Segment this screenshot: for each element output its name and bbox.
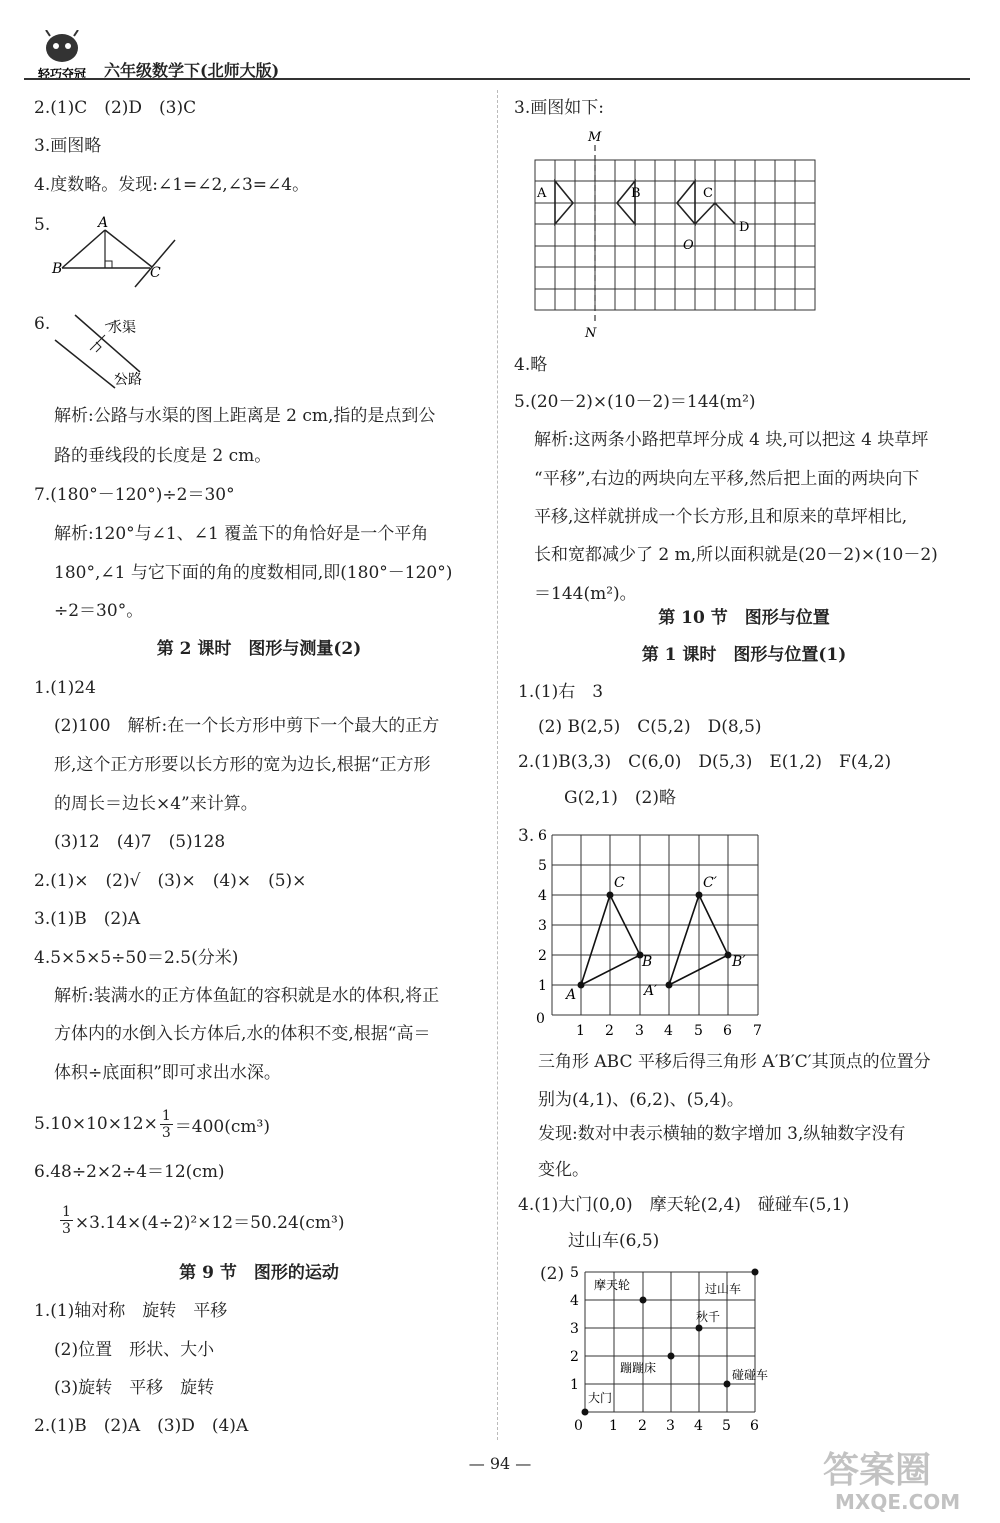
- p3a: 三角形 ABC 平移后得三角形 A′B′C′其顶点的位置分: [538, 1052, 931, 1072]
- r5d: 长和宽都减少了 2 m,所以面积就是(20－2)×(10－2): [534, 545, 938, 565]
- point-a: A: [98, 215, 109, 231]
- vertex-b: B: [642, 954, 653, 970]
- figure-5: [50, 215, 190, 290]
- figure-6: [50, 310, 200, 390]
- point-b: B: [52, 261, 63, 277]
- figure-triangle-grid: [520, 825, 780, 1040]
- vertex-c-prime: C′: [703, 875, 717, 891]
- r4: 4.略: [514, 355, 548, 375]
- m5-den: 3: [161, 1124, 171, 1141]
- label-bumper-car: 碰碰车: [732, 1368, 769, 1382]
- m1a: (2)100 解析:在一个长方形中剪下一个最大的正方: [54, 716, 440, 736]
- px-tick-1: 1: [609, 1418, 618, 1434]
- m1d: (3)12 (4)7 (5)128: [54, 832, 226, 852]
- analysis-6a: 解析:公路与水渠的图上距离是 2 cm,指的是点到公: [54, 406, 436, 426]
- vertex-b-prime: B′: [732, 954, 746, 970]
- watermark-url: MXQE.COM: [835, 1490, 961, 1514]
- answer-6-label: 6.: [34, 314, 51, 334]
- m1b: 形,这个正方形要以长方形的宽为边长,根据“正方形: [54, 755, 431, 775]
- m1: 1.(1)24: [34, 678, 96, 698]
- p4: 4.(1)大门(0,0) 摩天轮(2,4) 碰碰车(5,1): [518, 1195, 850, 1215]
- x-tick-3: 3: [635, 1023, 644, 1039]
- m6b-den: 3: [62, 1220, 71, 1237]
- label-ferris-wheel: 摩天轮: [594, 1278, 631, 1292]
- m6b-result: ×3.14×(4÷2)²×12＝50.24(cm³): [74, 1212, 345, 1233]
- m5-result: ＝400(cm³): [174, 1116, 270, 1137]
- section-10-lesson1: 第 1 课时 图形与位置(1): [641, 645, 847, 665]
- analysis-7b: 180°,∠1 与它下面的角的度数相同,即(180°－120°): [54, 563, 453, 583]
- section-lesson2: 第 2 课时 图形与测量(2): [156, 639, 362, 659]
- label-d: D: [739, 220, 750, 235]
- m6b-num: 1: [62, 1203, 71, 1220]
- vertex-a-prime: A′: [644, 983, 658, 999]
- analysis-7c: ÷2＝30°。: [54, 601, 144, 621]
- p3b: 别为(4,1)、(6,2)、(5,4)。: [538, 1090, 744, 1110]
- vertex-c: C: [614, 875, 625, 891]
- m5: [34, 1102, 270, 1146]
- answer-2: 2.(1)C (2)D (3)C: [34, 98, 197, 118]
- point-c: C: [150, 265, 161, 281]
- p3c: 发现:数对中表示横轴的数字增加 3,纵轴数字没有: [538, 1124, 906, 1144]
- p3d: 变化。: [538, 1160, 589, 1180]
- x-tick-2: 2: [605, 1023, 614, 1039]
- p2b: G(2,1) (2)略: [564, 788, 676, 808]
- px-tick-2: 2: [638, 1418, 647, 1434]
- px-tick-6: 6: [750, 1418, 759, 1434]
- m1c: 的周长＝边长×4”来计算。: [54, 794, 258, 814]
- logo-text: 轻巧夺冠: [37, 67, 87, 81]
- y-tick-0: 0: [536, 1011, 545, 1027]
- vertex-a: A: [566, 987, 577, 1003]
- y-tick-1: 1: [538, 978, 547, 994]
- m5-fraction: [160, 1108, 173, 1141]
- py-tick-5: 5: [570, 1265, 579, 1281]
- px-tick-0: 0: [574, 1418, 583, 1434]
- answer-3: 3.画图略: [34, 136, 102, 156]
- logo: [22, 30, 102, 82]
- answer-5-label: 5.: [34, 215, 51, 235]
- m4b: 方体内的水倒入长方体后,水的体积不变,根据“高＝: [54, 1024, 431, 1044]
- r5a: 解析:这两条小路把草坪分成 4 块,可以把这 4 块草坪: [534, 430, 929, 450]
- n1: 1.(1)轴对称 旋转 平移: [34, 1301, 228, 1321]
- x-tick-7: 7: [753, 1023, 762, 1039]
- p2: 2.(1)B(3,3) C(6,0) D(5,3) E(1,2) F(4,2): [518, 752, 892, 772]
- label-b: B: [631, 186, 641, 201]
- m4c: 体积÷底面积”即可求出水深。: [54, 1063, 281, 1083]
- label-swing: 秋千: [696, 1310, 721, 1324]
- r3: 3.画图如下:: [514, 98, 604, 118]
- n2: 2.(1)B (2)A (3)D (4)A: [34, 1416, 249, 1436]
- m6b-fraction: [60, 1204, 73, 1237]
- label-n: N: [585, 326, 597, 341]
- canal-label: 水渠: [108, 320, 136, 336]
- m6: 6.48÷2×2÷4＝12(cm): [34, 1162, 225, 1182]
- x-tick-1: 1: [576, 1023, 585, 1039]
- m2: 2.(1)× (2)√ (3)× (4)× (5)×: [34, 871, 307, 891]
- analysis-7a: 解析:120°与∠1、∠1 覆盖下的角恰好是一个平角: [54, 524, 429, 544]
- section-9: 第 9 节 图形的运动: [179, 1263, 339, 1283]
- book-title: 六年级数学下(北师大版): [104, 61, 280, 80]
- px-tick-3: 3: [666, 1418, 675, 1434]
- py-tick-3: 3: [570, 1321, 579, 1337]
- answer-4: 4.度数略。发现:∠1=∠2,∠3=∠4。: [34, 175, 310, 195]
- n1c: (3)旋转 平移 旋转: [54, 1378, 215, 1398]
- py-tick-1: 1: [570, 1377, 579, 1393]
- r5c: 平移,这样就拼成一个长方形,且和原来的草坪相比,: [534, 507, 908, 527]
- road-label: 公路: [114, 372, 142, 388]
- py-tick-2: 2: [570, 1349, 579, 1365]
- y-tick-6: 6: [538, 828, 547, 844]
- watermark: [815, 1440, 995, 1520]
- r5b: “平移”,右边的两块向左平移,然后把上面的两块向下: [534, 469, 920, 489]
- y-tick-4: 4: [538, 888, 547, 904]
- x-tick-4: 4: [664, 1023, 673, 1039]
- y-tick-3: 3: [538, 918, 547, 934]
- px-tick-4: 4: [694, 1418, 703, 1434]
- x-tick-5: 5: [694, 1023, 703, 1039]
- m4: 4.5×5×5÷50＝2.5(分米): [34, 948, 239, 968]
- m4a: 解析:装满水的正方体鱼缸的容积就是水的体积,将正: [54, 986, 440, 1006]
- r5e: ＝144(m²)。: [534, 584, 637, 604]
- y-tick-5: 5: [538, 858, 547, 874]
- label-a: A: [537, 186, 547, 201]
- watermark-title: 答案圈: [823, 1450, 932, 1491]
- column-divider: [497, 90, 498, 1440]
- header-rule: [24, 78, 970, 80]
- page-number: — 94 —: [468, 1454, 532, 1473]
- figure-park-grid: [560, 1262, 800, 1437]
- m5-expr: 5.10×10×12×: [34, 1114, 158, 1134]
- answer-7: 7.(180°－120°)÷2＝30°: [34, 485, 235, 505]
- label-c: C: [703, 186, 713, 201]
- n1b: (2)位置 形状、大小: [54, 1340, 215, 1360]
- p4c-label: (2): [540, 1264, 565, 1284]
- px-tick-5: 5: [722, 1418, 731, 1434]
- label-o: O: [683, 238, 694, 253]
- label-trampoline: 蹦蹦床: [620, 1361, 657, 1375]
- r5: 5.(20－2)×(10－2)＝144(m²): [514, 392, 756, 412]
- m3: 3.(1)B (2)A: [34, 909, 141, 929]
- label-gate: 大门: [588, 1391, 613, 1405]
- p1: 1.(1)右 3: [518, 682, 604, 702]
- section-10: 第 10 节 图形与位置: [658, 608, 830, 628]
- p1b: (2) B(2,5) C(5,2) D(8,5): [538, 717, 762, 737]
- label-roller-coaster: 过山车: [705, 1282, 742, 1296]
- py-tick-4: 4: [570, 1293, 579, 1309]
- label-m: M: [588, 130, 602, 145]
- m5-num: 1: [161, 1107, 171, 1124]
- p3-label: 3.: [518, 826, 535, 846]
- analysis-6b: 路的垂线段的长度是 2 cm。: [54, 446, 272, 466]
- m6b: [60, 1198, 344, 1242]
- x-tick-6: 6: [723, 1023, 732, 1039]
- y-tick-2: 2: [538, 948, 547, 964]
- p4b: 过山车(6,5): [568, 1231, 660, 1251]
- figure-translation-grid: [525, 125, 835, 345]
